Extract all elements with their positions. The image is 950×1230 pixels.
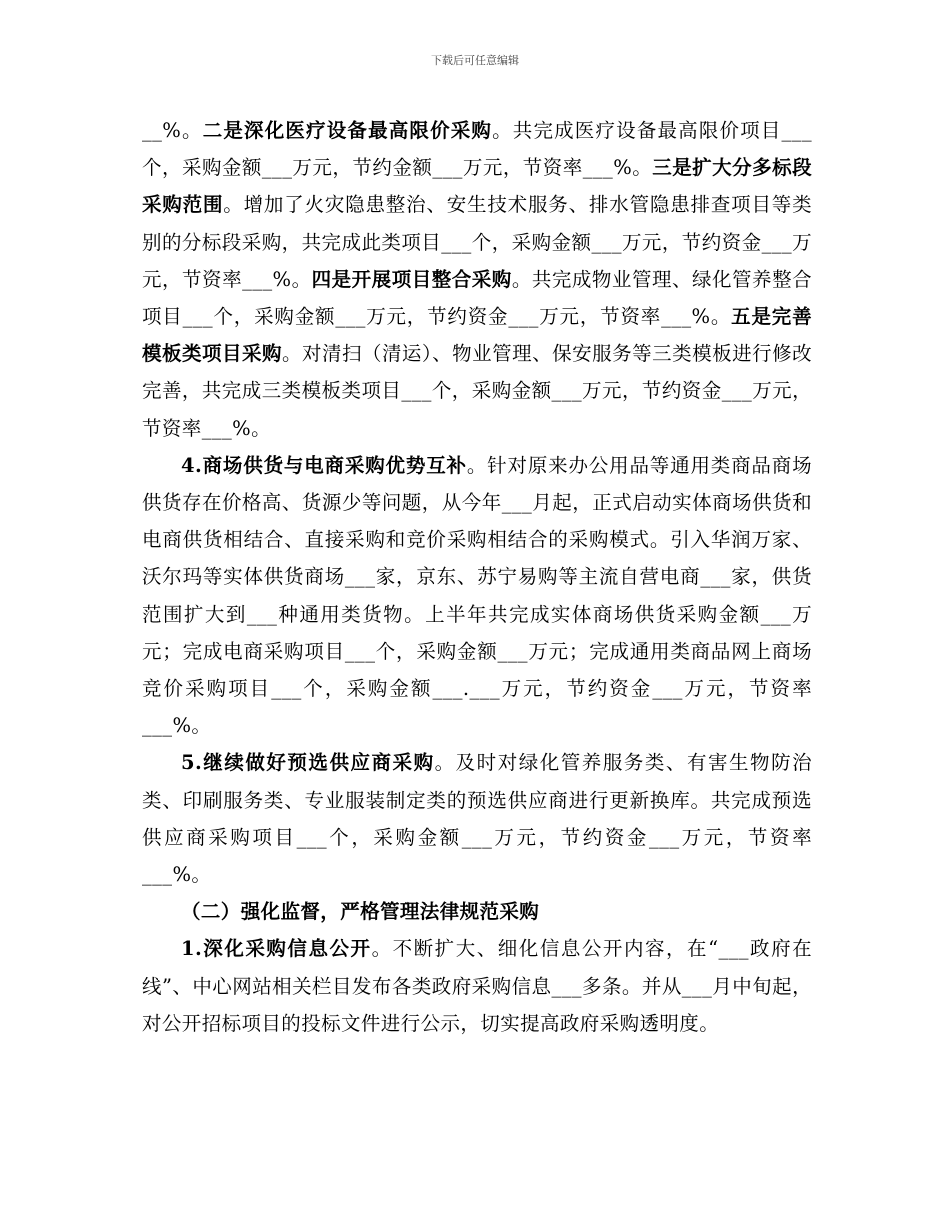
section-heading: （二）强化监督，严格管理法律规范采购 <box>181 900 540 924</box>
page-header-note: 下载后可任意编辑 <box>431 54 519 67</box>
text-run: __%。 <box>142 119 203 142</box>
text-run: 。及时对绿化管养服务类、有害生物防治类、印刷服务类、专业服装制定类的预选供应商进行更新换库。共完成预选供应商采购项目___个，采购金额___万元，节约资金___万元，节资率___%。 <box>142 751 812 887</box>
paragraph-information-disclosure <box>142 930 812 1042</box>
paragraph-preselected-suppliers <box>142 744 812 893</box>
bold-heading-run: 1.深化采购信息公开 <box>181 937 372 961</box>
bold-heading-run: 二是深化医疗设备最高限价采购 <box>202 119 493 142</box>
paragraph-procurement-measures <box>142 112 812 447</box>
text-run: 。共完成医疗设备最高限价项目___个，采购金额___万元，节约金额___万元，节资率___%。 <box>142 119 812 180</box>
bold-heading-run: 5.继续做好预选供应商采购 <box>181 751 435 775</box>
text-run: 。增加了火灾隐患整治、安生技术服务、排水管隐患排查项目等类别的分标段采购，共完成此类项目___个，采购金额___万元，节约资金___万元，节资率___%。 <box>142 193 812 291</box>
bold-heading-run: 4.商场供货与电商采购优势互补 <box>181 453 467 477</box>
text-run: 。对清扫（清运）、物业管理、保安服务等三类模板进行修改完善，共完成三类模板类项目___个，采购金额___万元，节约资金___万元，节资率___%。 <box>142 342 812 440</box>
text-run: 。不断扩大、细化信息公开内容，在“___政府在线”、中心网站相关栏目发布各类政府采购信息___多条。并从___月中旬起，对公开招标项目的投标文件进行公示，切实提高政府采购透明度。 <box>142 937 813 1035</box>
bold-heading-run: 三是扩大分多标段采购范围 <box>142 156 813 217</box>
text-run: 。共完成物业管理、绿化管养整合项目___个，采购金额___万元，节约资金___万元，节资率___%。 <box>142 267 812 329</box>
paragraph-mall-ecommerce <box>142 447 812 745</box>
bold-heading-run: 五是完善模板类项目采购 <box>142 305 812 366</box>
document-body <box>142 112 812 1042</box>
text-run: 。针对原来办公用品等通用类商品商场供货存在价格高、货源少等问题，从今年___月起，正式启动实体商场供货和电商供货相结合、直接采购和竞价采购相结合的采购模式。引入华润万家、沃尔玛等实体供货商场___家，京东、苏宁易购等主流自营电商___家，供货范围扩大到___种通用类货物。上半年共完成实体商场供货采购金额___万元；完成电商采购项目___个，采购金额___万元；完成通用类商品网上商场竞价采购项目___个，采购金额___.___万元，节约资金___万元，节资率___%。 <box>142 453 812 738</box>
bold-heading-run: 四是开展项目整合采购 <box>311 267 512 291</box>
